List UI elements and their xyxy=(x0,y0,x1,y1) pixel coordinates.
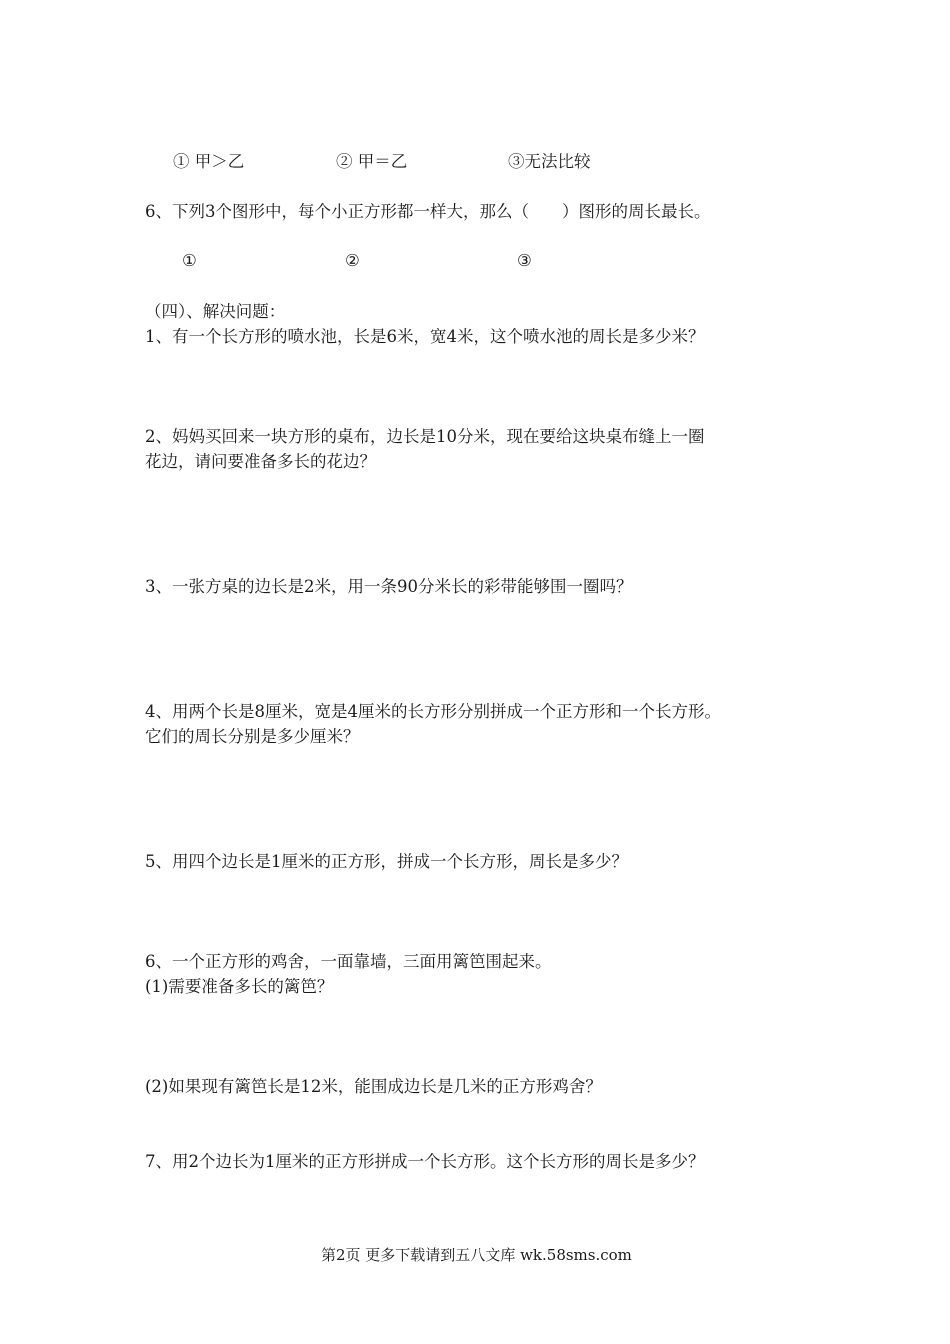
problem-5: 5、用四个边长是1厘米的正方形，拼成一个长方形，周长是多少？ xyxy=(145,852,628,871)
problem-4-line-2: 它们的周长分别是多少厘米？ xyxy=(145,727,360,746)
q6-option-2: ② xyxy=(345,251,360,270)
q5-option-2: ② 甲＝乙 xyxy=(336,152,408,171)
problem-6-sub-1: (1)需要准备多长的篱笆？ xyxy=(145,977,334,996)
problem-6-line-1: 6、一个正方形的鸡舍，一面靠墙，三面用篱笆围起来。 xyxy=(145,952,552,971)
q6-option-1: ① xyxy=(182,251,197,270)
problem-6-sub-2: (2)如果现有篱笆长是12米，能围成边长是几米的正方形鸡舍？ xyxy=(145,1077,602,1096)
page-footer: 第2页 更多下载请到五八文库 wk.58sms.com xyxy=(321,1246,632,1264)
problem-7: 7、用2个边长为1厘米的正方形拼成一个长方形。这个长方形的周长是多少？ xyxy=(145,1152,705,1171)
problem-2-line-1: 2、妈妈买回来一块方形的桌布，边长是10分米，现在要给这块桌布缝上一圈 xyxy=(145,427,705,446)
problem-3: 3、一张方桌的边长是2米，用一条90分米长的彩带能够围一圈吗？ xyxy=(145,577,633,596)
problem-1: 1、有一个长方形的喷水池，长是6米，宽4米，这个喷水池的周长是多少米？ xyxy=(145,327,705,346)
problem-4-line-1: 4、用两个长是8厘米，宽是4厘米的长方形分别拼成一个正方形和一个长方形。 xyxy=(145,702,721,721)
q5-option-3: ③无法比较 xyxy=(508,152,591,171)
q6-option-3: ③ xyxy=(517,251,532,270)
section-title: （四）、解决问题： xyxy=(145,302,286,321)
q5-option-1: ① 甲＞乙 xyxy=(173,152,245,171)
q6-text: 6、下列3个图形中，每个小正方形都一样大，那么（ ）图形的周长最长。 xyxy=(145,202,711,221)
problem-2-line-2: 花边，请问要准备多长的花边？ xyxy=(145,452,376,471)
